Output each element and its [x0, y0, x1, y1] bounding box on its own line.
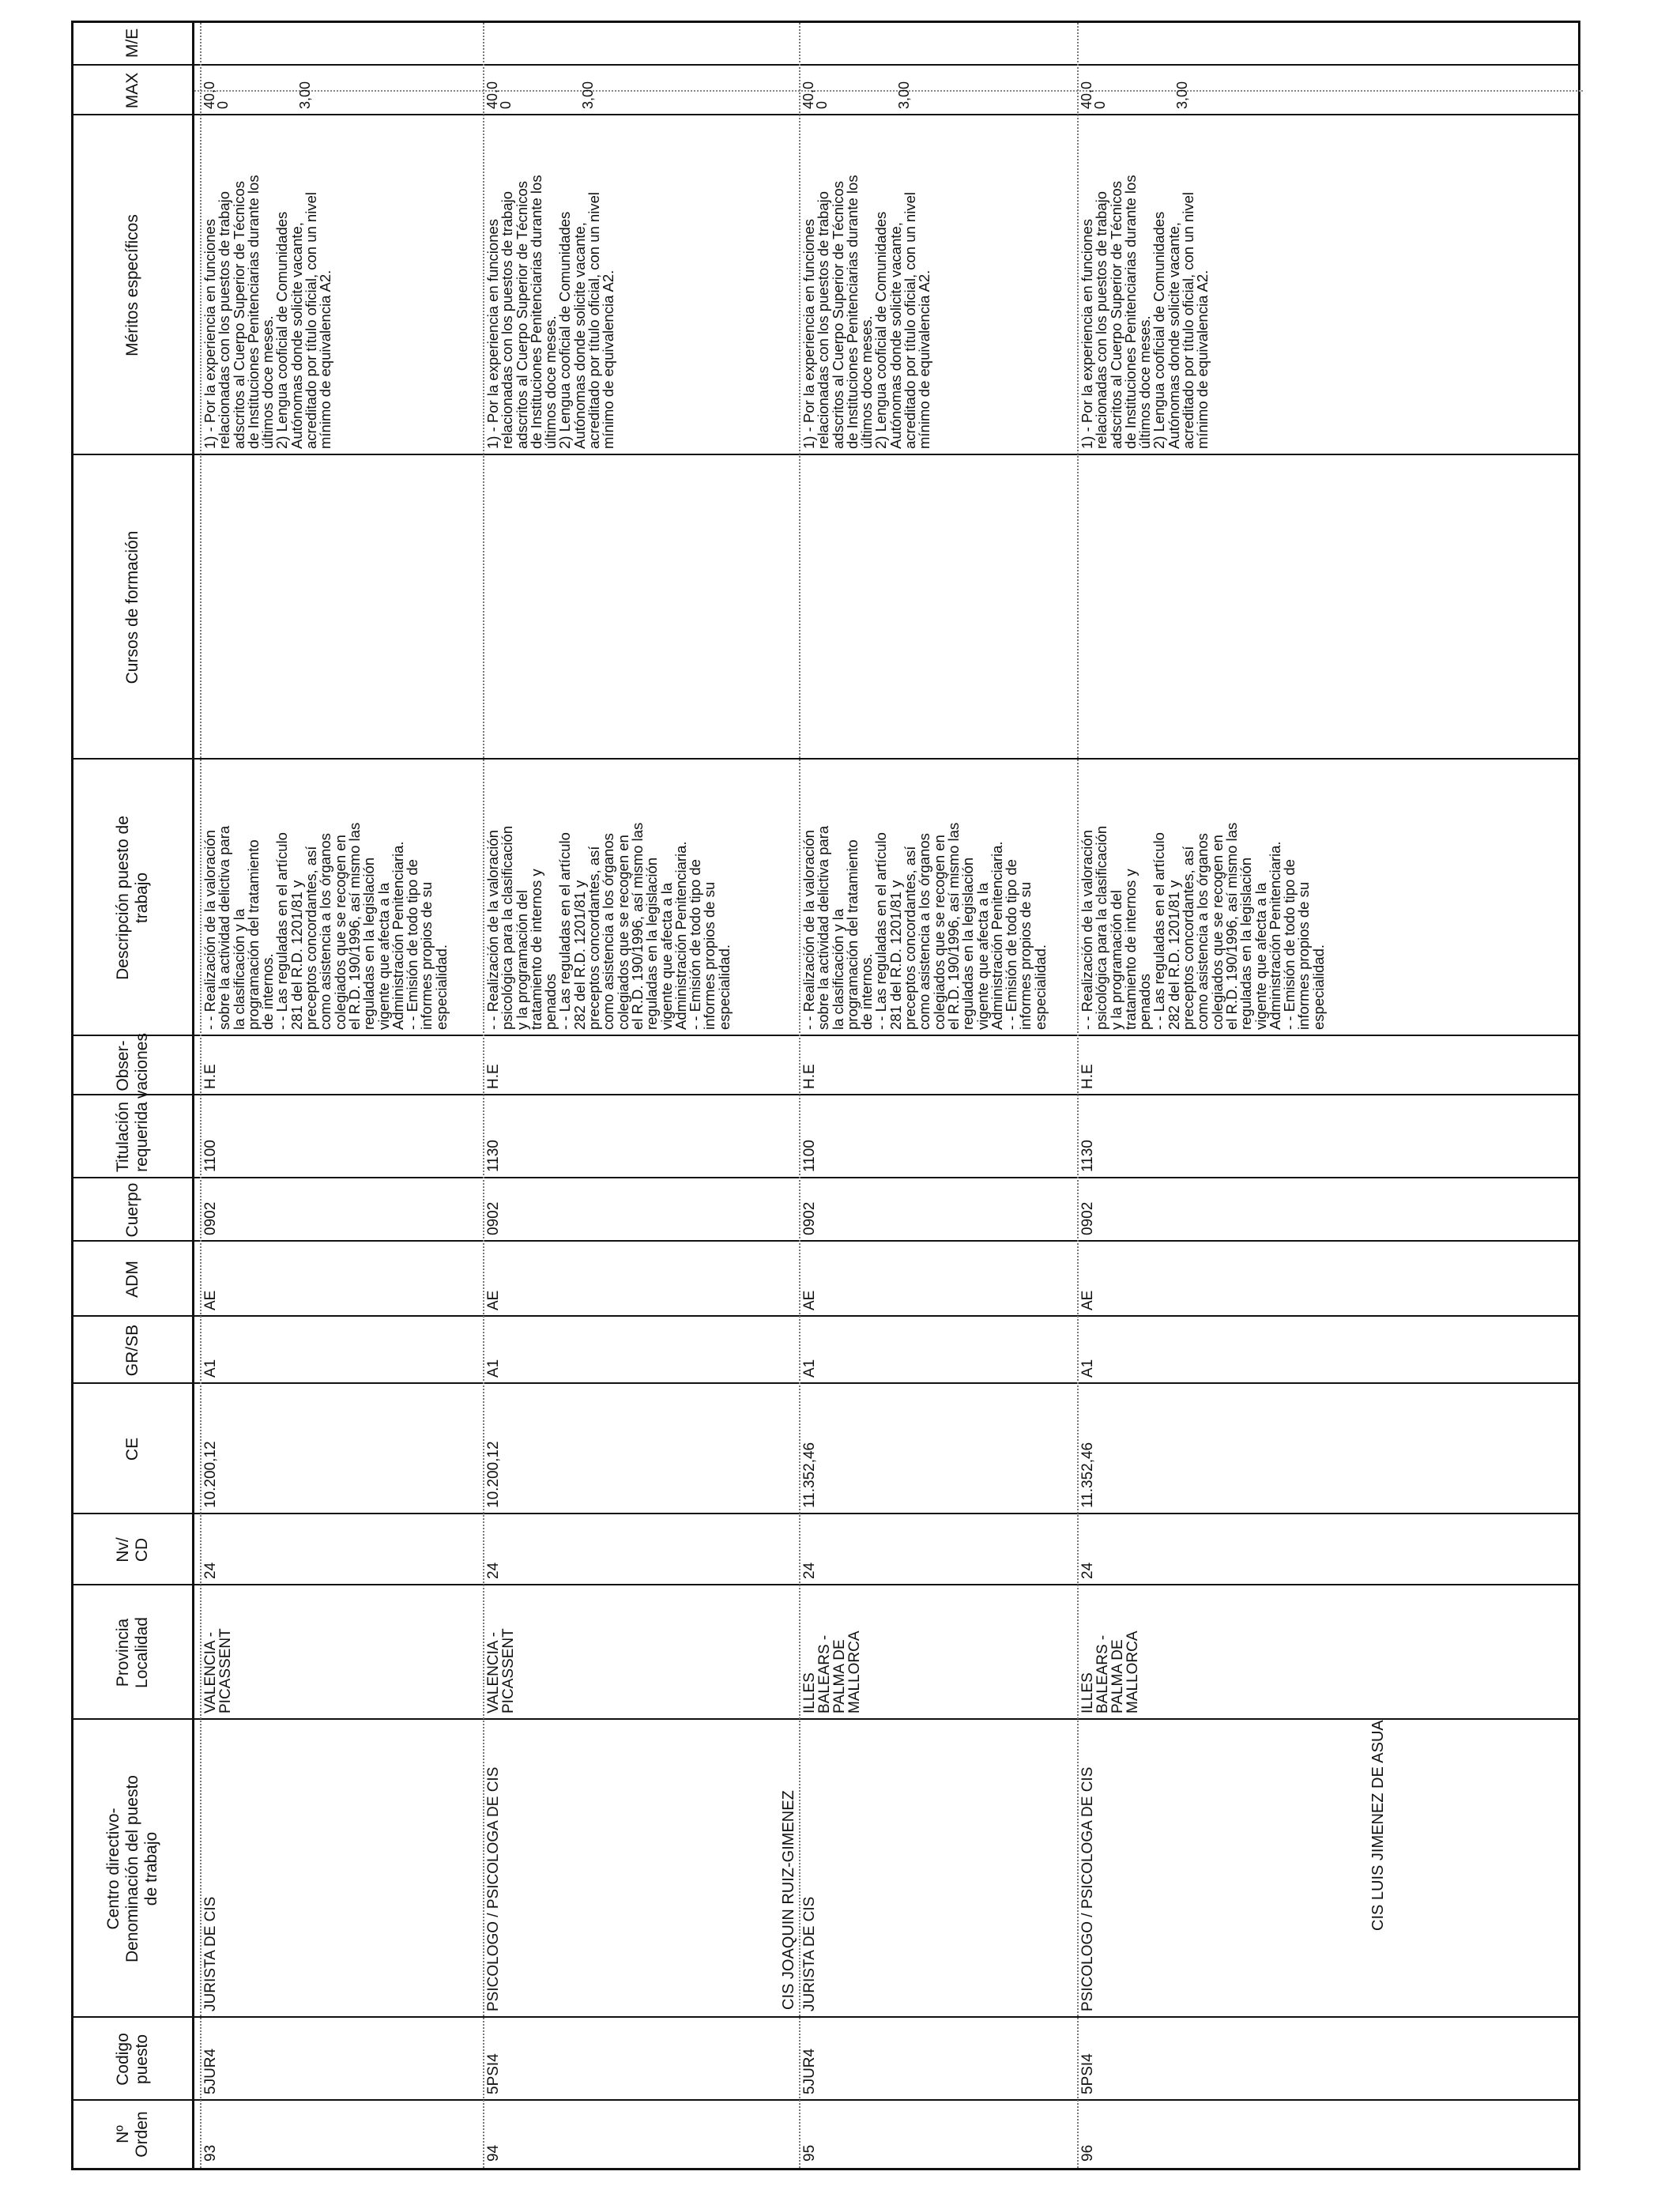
max-value-1: 40,0 0 [202, 81, 231, 109]
header-rule [192, 23, 194, 2168]
me-cell [1077, 21, 1583, 66]
header-nivel: Nv/ CD [114, 1537, 151, 1563]
codigo-cell: 5JUR4 [202, 2048, 219, 2094]
cursos-cell [799, 455, 1077, 760]
vacancy-table [71, 21, 1580, 2170]
max-value-1: 40,0 0 [1079, 81, 1108, 109]
observaciones-cell: H.E [485, 1064, 502, 1089]
nivel-cell: 24 [202, 1562, 219, 1579]
observaciones-cell: H.E [1079, 1064, 1096, 1089]
provincia-cell: ILLES BALEARS - PALMA DE MALLORCA [801, 1630, 863, 1713]
titulacion-cell: 1100 [202, 1140, 219, 1172]
cuerpo-cell: 0902 [485, 1201, 502, 1235]
orden-cell: 95 [801, 2144, 818, 2162]
descripcion-cell: - - Realización de la valoración psicológica para la clasificación y la programación del tratamiento de internos y penados - - Las reguladas en el artículo 282 del R.D. 1201/81 y preceptos concordantes, así como asistencia a los órganos colegiados que se recogen en el R.D. 190/1996, así mismo las reguladas en la legislación vigente que afecta a la Administración Penitenciaria. - - Emisión de todo tipo de informes propios de su especialidad. [1079, 822, 1327, 1030]
centro-directivo-label: CIS JOAQUIN RUIZ-GIMENEZ [780, 1790, 797, 2010]
denominacion-cell: PSICOLOGO / PSICOLOGA DE CIS [1079, 1766, 1096, 2011]
titulacion-cell: 1100 [801, 1140, 818, 1172]
me-cell [483, 21, 799, 66]
cursos-cell [483, 455, 799, 760]
denominacion-cell: PSICOLOGO / PSICOLOGA DE CIS [485, 1766, 502, 2011]
titulacion-cell: 1130 [485, 1140, 502, 1172]
meritos-cell: 1) - Por la experiencia en funciones relacionadas con los puestos de trabajo adscritos al Cuerpo Superior de Técnicos de Instituciones Penitenciarias durante los últimos doce meses. 2) Lengua cooficial de Comunidades Autónomas donde solicite vacante, acreditado por título oficial, con un nivel mínimo de equivalencia A2. [800, 175, 933, 449]
orden-cell: 94 [485, 2144, 502, 2162]
adm-cell: AE [1079, 1290, 1096, 1310]
max-value-2: 3,00 [580, 81, 596, 109]
header-grupo: GR/SB [123, 1324, 141, 1377]
ce-cell: 11.352,46 [801, 1442, 818, 1508]
meritos-cell: 1) - Por la experiencia en funciones relacionadas con los puestos de trabajo adscritos al Cuerpo Superior de Técnicos de Instituciones Penitenciarias durante los últimos doce meses. 2) Lengua cooficial de Comunidades Autónomas donde solicite vacante, acreditado por título oficial, con un nivel mínimo de equivalencia A2. [202, 175, 334, 449]
ce-cell: 10.200,12 [202, 1441, 219, 1508]
cursos-cell [1077, 455, 1583, 760]
adm-cell: AE [485, 1290, 502, 1310]
header-max: MAX [123, 72, 141, 109]
max-value-2: 3,00 [297, 81, 313, 109]
max-value-1: 40,0 0 [800, 81, 830, 109]
descripcion-cell: - - Realización de la valoración psicológica para la clasificación y la programación del tratamiento de internos y penados - - Las reguladas en el artículo 282 del R.D. 1201/81 y preceptos concordantes, así como asistencia a los órganos colegiados que se recogen en el R.D. 190/1996, así mismo las reguladas en la legislación vigente que afecta a la Administración Penitenciaria. - - Emisión de todo tipo de informes propios de su especialidad. [484, 822, 733, 1030]
max-value-2: 3,00 [1174, 81, 1190, 109]
titulacion-cell: 1130 [1079, 1140, 1096, 1172]
provincia-cell: ILLES BALEARS - PALMA DE MALLORCA [1079, 1630, 1141, 1713]
provincia-cell: VALENCIA - PICASSENT [202, 1628, 234, 1713]
grupo-cell: A1 [801, 1359, 818, 1378]
centro-directivo-label: CIS LUIS JIMENEZ DE ASUA [1369, 1720, 1387, 1931]
header-observaciones: Obser- vaciones [114, 1033, 151, 1099]
me-cell [799, 21, 1077, 66]
orden-cell: 96 [1079, 2144, 1096, 2162]
header-me: M/E [123, 28, 141, 58]
max-value-1: 40,0 0 [484, 81, 514, 109]
nivel-cell: 24 [801, 1562, 818, 1579]
adm-cell: AE [202, 1290, 219, 1310]
denominacion-cell: JURISTA DE CIS [801, 1896, 818, 2011]
descripcion-cell: - - Realización de la valoración sobre la actividad delictiva para la clasificación y la programación del tratamiento de internos. - - Las reguladas en el artículo 281 del R.D. 1201/81 y preceptos concordantes, así como asistencia a los órganos colegiados que se recogen en el R.D. 190/1996, así mismo las reguladas en la legislación vigente que afecta a la Administración Penitenciaria. - - Emisión de todo tipo de informes propios de su especialidad. [202, 822, 450, 1030]
denominacion-cell: JURISTA DE CIS [202, 1896, 219, 2011]
codigo-cell: 5PSI4 [485, 2053, 502, 2094]
descripcion-cell: - - Realización de la valoración sobre la actividad delictiva para la clasificación y la programación del tratamiento de internos. - - Las reguladas en el artículo 281 del R.D. 1201/81 y preceptos concordantes, así como asistencia a los órganos colegiados que se recogen en el R.D. 190/1996, así mismo las reguladas en la legislación vigente que afecta a la Administración Penitenciaria. - - Emisión de todo tipo de informes propios de su especialidad. [800, 822, 1049, 1030]
cuerpo-cell: 0902 [801, 1201, 818, 1235]
header-orden: Nº Orden [114, 2111, 151, 2158]
header-cursos: Cursos de formación [123, 530, 141, 684]
observaciones-cell: H.E [202, 1064, 219, 1089]
header-ce: CE [123, 1437, 141, 1461]
ce-cell: 10.200,12 [485, 1441, 502, 1508]
header-descripcion: Descripción puesto de trabajo [114, 816, 151, 980]
ce-cell: 11.352,46 [1079, 1442, 1096, 1508]
grupo-cell: A1 [1079, 1359, 1096, 1378]
adm-cell: AE [801, 1290, 818, 1310]
codigo-cell: 5PSI4 [1079, 2053, 1096, 2094]
cuerpo-cell: 0902 [1079, 1201, 1096, 1235]
cursos-cell [200, 455, 483, 760]
header-codigo: Codigo puesto [114, 2033, 151, 2086]
grupo-cell: A1 [485, 1359, 502, 1378]
header-cuerpo: Cuerpo [123, 1182, 141, 1238]
header-adm: ADM [123, 1261, 141, 1298]
header-meritos: Méritos específicos [123, 214, 141, 356]
provincia-cell: VALENCIA - PICASSENT [485, 1628, 517, 1713]
header-provincia: Provincia Localidad [114, 1617, 151, 1688]
header-centro: Centro directivo- Denominación del puesto de trabajo [104, 1775, 160, 1962]
observaciones-cell: H.E [801, 1064, 818, 1089]
nivel-cell: 24 [485, 1562, 502, 1579]
cuerpo-cell: 0902 [202, 1201, 219, 1235]
me-cell [200, 21, 483, 66]
codigo-cell: 5JUR4 [801, 2048, 818, 2094]
grupo-cell: A1 [202, 1359, 219, 1378]
max-value-2: 3,00 [896, 81, 912, 109]
meritos-cell: 1) - Por la experiencia en funciones relacionadas con los puestos de trabajo adscritos al Cuerpo Superior de Técnicos de Instituciones Penitenciarias durante los últimos doce meses. 2) Lengua cooficial de Comunidades Autónomas donde solicite vacante, acreditado por título oficial, con un nivel mínimo de equivalencia A2. [1079, 175, 1211, 449]
header-titulacion: Titulación requerida [114, 1101, 151, 1173]
meritos-cell: 1) - Por la experiencia en funciones relacionadas con los puestos de trabajo adscritos al Cuerpo Superior de Técnicos de Instituciones Penitenciarias durante los últimos doce meses. 2) Lengua cooficial de Comunidades Autónomas donde solicite vacante, acreditado por título oficial, con un nivel mínimo de equivalencia A2. [484, 175, 617, 449]
orden-cell: 93 [202, 2144, 219, 2162]
nivel-cell: 24 [1079, 1562, 1096, 1579]
